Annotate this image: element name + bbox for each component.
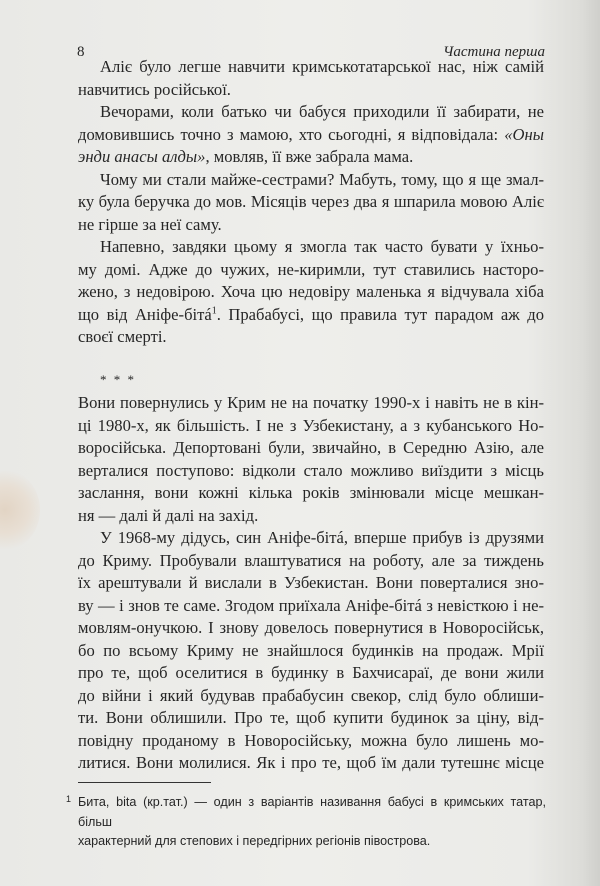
text-segment: воросійська. Депортовані були, звичайно, в Середню Азію, але — [78, 438, 544, 457]
text-segment: бо по всьому Криму не знайшлося будинків на продаж. Мрії — [78, 640, 544, 660]
text-block-1 — [78, 56, 544, 349]
text-segment: що від Аніфе-бітá — [78, 304, 212, 324]
text-segment: У 1968-му дідусь, син Аніфе-бітá, вперше прибув із друзями — [100, 528, 544, 547]
text-segment: домовившись точно з мамою, хто сьогодні, я відповідала: — [78, 124, 505, 144]
text-line — [78, 281, 544, 304]
text-segment: до Криму. Пробували влаштуватися на роботу, але за тиждень — [78, 550, 544, 570]
text-line — [78, 191, 544, 214]
text-segment: до війни і який будував прабабусин свекор, слід було облиши- — [78, 685, 544, 705]
text-line — [78, 259, 544, 282]
text-line — [78, 572, 544, 595]
text-line — [78, 752, 544, 775]
text-segment: своєї смерті. — [78, 327, 167, 346]
text-line — [78, 101, 544, 124]
text-line — [78, 214, 544, 237]
italic-text: энди анасы алды» — [78, 147, 206, 166]
text-segment: їх арештували й вислали в Узбекистан. Вони поверталися зно- — [78, 573, 544, 592]
text-segment: Вони повернулись у Крим не на початку 1990-х і навіть не в кін- — [78, 393, 544, 412]
text-segment: Бита, bita (кр.тат.) — один з варіантів називання бабусі в кримських татар, більш — [78, 795, 546, 829]
text-segment: повідну проданому в Новоросійську, можна було лишень мо- — [78, 730, 544, 750]
section-separator: * * * — [100, 372, 136, 387]
text-block-2 — [78, 392, 544, 775]
text-line — [78, 662, 544, 685]
footnote — [66, 793, 546, 852]
text-line — [78, 617, 544, 640]
text-line — [78, 326, 544, 349]
text-line — [78, 124, 544, 147]
text-line — [78, 392, 544, 415]
text-line — [78, 685, 544, 708]
text-segment: Вечорами, коли батько чи бабуся приходили її забирати, не — [100, 102, 544, 121]
text-segment: му домі. Адже до чужих, не-киримли, тут ставились насторо- — [78, 259, 544, 279]
text-segment: Чому ми стали майже-сестрами? Мабуть, тому, що я ще змал- — [100, 169, 544, 189]
text-line — [78, 304, 544, 327]
text-line — [78, 707, 544, 730]
text-segment: Напевно, завдяки цьому я змогла так часто бувати у їхньо- — [100, 237, 544, 256]
text-line — [78, 56, 544, 79]
text-line — [78, 730, 544, 753]
text-line — [78, 169, 544, 192]
footnote-reference[interactable]: 1 — [211, 304, 217, 316]
text-segment: литися. Вони молилися. Як і про те, щоб їм дали тутешнє місце — [78, 753, 544, 772]
text-segment: не гірше за неї саму. — [78, 214, 222, 234]
text-segment: про те, щоб оселитися в будинку в Бахчисараї, де вони жили — [78, 663, 544, 682]
text-segment: . Прабабусі, що правила тут парадом аж до — [216, 304, 545, 324]
footnote-rule — [78, 782, 211, 783]
text-segment: заслання, вони кожні кілька років змінювали місце мешкан- — [78, 483, 544, 502]
text-segment: ку була беручка до мов. Місяців через два я шпарила мовою Аліє — [78, 192, 544, 211]
text-line — [78, 527, 544, 550]
text-segment: ву — і знов те саме. Згодом приїхала Аніфе-бітá з невісткою і не- — [78, 595, 544, 615]
running-header: Частина перша — [443, 44, 545, 60]
text-segment: верталися поступово: відколи стало можливо виїздити з місць — [78, 460, 544, 480]
text-line — [78, 550, 544, 573]
text-line — [78, 146, 544, 169]
text-line — [78, 595, 544, 618]
text-line — [78, 640, 544, 663]
footnote-marker: 1 — [66, 794, 72, 804]
text-segment: Аліє було легше навчити кримськотатарської нас, ніж самій — [100, 57, 544, 76]
text-line — [78, 482, 544, 505]
text-segment: мовлям-онучкою. І знову довелось повернутися в Новоросійськ, — [78, 618, 544, 637]
text-line — [78, 505, 544, 528]
text-line — [66, 793, 546, 832]
text-line — [78, 236, 544, 259]
text-line — [78, 460, 544, 483]
text-segment: ня — далі й далі на захід. — [78, 505, 259, 525]
text-line — [78, 437, 544, 460]
page-number: 8 — [77, 44, 85, 60]
text-segment: ти. Вони облишили. Про те, щоб купити будинок за ціну, від- — [78, 708, 544, 727]
text-segment: жено, з недовірою. Хоча цю недовіру маленька я відчувала хіба — [78, 282, 544, 301]
text-segment: характерний для степових і передгірних регіонів півострова. — [78, 834, 431, 848]
text-line — [66, 832, 546, 852]
page-stain — [0, 470, 40, 550]
text-segment: навчитись російської. — [78, 79, 231, 99]
text-line — [78, 415, 544, 438]
text-segment: , мовляв, її вже забрала мама. — [205, 147, 414, 166]
text-segment: ці 1980-х, як більшість. І не з Узбекистану, а з кубанського Но- — [78, 415, 544, 435]
text-line — [78, 79, 544, 102]
italic-text: «Оны — [504, 124, 544, 144]
